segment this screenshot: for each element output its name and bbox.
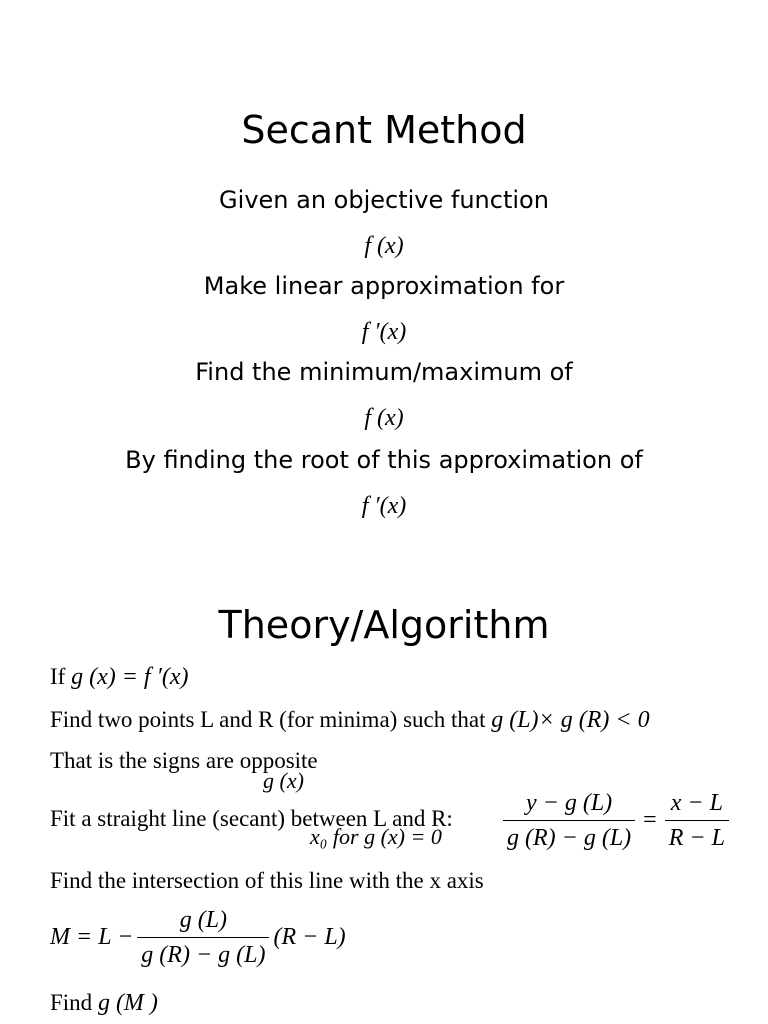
m-formula-fraction bbox=[137, 903, 269, 972]
math-f-of-x-1: f (x) bbox=[364, 233, 404, 259]
secant-equals-sign: = bbox=[643, 807, 657, 833]
secant-rhs-fraction bbox=[665, 786, 729, 855]
secant-rhs-denominator: R − L bbox=[668, 825, 725, 851]
secant-lhs-fraction bbox=[503, 786, 635, 855]
secant-lhs-numerator: y − g (L) bbox=[503, 786, 635, 821]
slide-title-secant-method: Secant Method bbox=[241, 108, 527, 152]
slide-title-theory-algorithm: Theory/Algorithm bbox=[218, 603, 550, 647]
line-find-g-of-m bbox=[50, 990, 158, 1017]
math-f-prime-1: f ′(x) bbox=[361, 319, 407, 345]
math-f-of-x-2: f (x) bbox=[364, 405, 404, 431]
find-gm-math: g (M ) bbox=[97, 990, 158, 1016]
find-gm-label: Find bbox=[50, 990, 93, 1015]
secant-lhs-denominator: g (R) − g (L) bbox=[507, 825, 632, 851]
m-formula bbox=[50, 903, 346, 972]
line-find-intersection: Find the intersection of this line with the x axis bbox=[50, 868, 484, 893]
text-find-min-max: Find the minimum/maximum of bbox=[195, 358, 573, 386]
if-label: If bbox=[50, 664, 66, 689]
line-fit-secant: Fit a straight line (secant) between L and R: bbox=[50, 806, 453, 831]
find-points-math: g (L)× g (R) < 0 bbox=[491, 707, 650, 733]
overlay-g-of-x: g (x) bbox=[263, 768, 304, 793]
m-formula-lhs: M = L − bbox=[50, 924, 134, 950]
m-formula-denominator: g (R) − g (L) bbox=[141, 942, 266, 968]
text-given-objective: Given an objective function bbox=[219, 186, 549, 214]
text-by-finding-root: By finding the root of this approximation of bbox=[125, 446, 643, 474]
text-make-linear-approx: Make linear approximation for bbox=[203, 272, 565, 300]
secant-line-equation bbox=[503, 786, 729, 855]
line-if-g-equals-fprime bbox=[50, 664, 188, 691]
overlay-x0-for-g-zero: x₀ for g (x) = 0 bbox=[310, 824, 442, 849]
line-signs-opposite: That is the signs are opposite bbox=[50, 748, 318, 773]
secant-rhs-numerator: x − L bbox=[665, 786, 729, 821]
line-find-two-points bbox=[50, 707, 650, 734]
find-points-label: Find two points L and R (for minima) such that bbox=[50, 707, 486, 732]
math-f-prime-2: f ′(x) bbox=[361, 493, 407, 519]
m-formula-numerator: g (L) bbox=[137, 903, 269, 938]
if-math: g (x) = f ′(x) bbox=[71, 664, 189, 690]
m-formula-tail: (R − L) bbox=[273, 924, 346, 950]
